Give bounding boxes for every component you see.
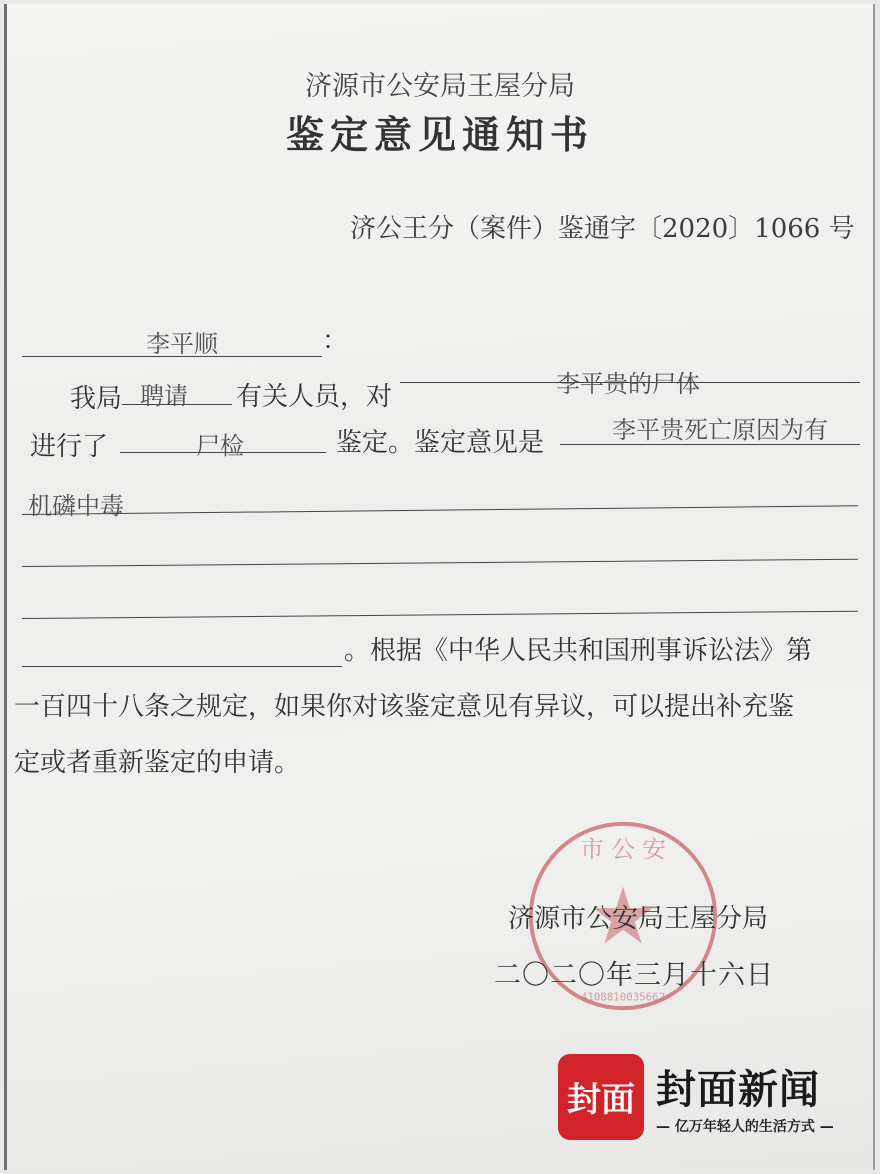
legal-basis-line3: 定或者重新鉴定的申请。 (14, 748, 301, 778)
line2-type: 尸检 (196, 432, 244, 460)
document-title: 鉴定意见通知书 (285, 112, 594, 157)
brand-slogan: — 亿万年轻人的生活方式 — (656, 1119, 834, 1135)
recipient-name: 李平顺 (146, 330, 218, 358)
recipient-colon: ： (322, 326, 349, 356)
line1-action: 聘请 (140, 382, 188, 410)
line1-prefix: 我局 (70, 384, 123, 414)
cover-news-logo (558, 1054, 644, 1140)
svg-text:市 公 安: 市 公 安 (580, 835, 666, 864)
signing-date: 二〇二〇年三月十六日 (494, 960, 774, 991)
line1-middle: 有关人员，对 (236, 382, 393, 412)
document-paper (4, 4, 875, 1170)
opinion-part2: 机磷中毒 (28, 492, 124, 520)
legal-basis-line1: 。根据《中华人民共和国刑事诉讼法》第 (344, 636, 813, 666)
brand-name: 封面新闻 (656, 1067, 820, 1113)
legal-basis-line2: 一百四十八条之规定，如果你对该鉴定意见有异议，可以提出补充鉴 (14, 692, 795, 722)
document-number: 济公王分（案件）鉴通字〔2020〕1066 号 (350, 214, 855, 244)
issuing-organization-header: 济源市公安局王屋分局 (305, 71, 575, 102)
blank-line-3 (22, 666, 342, 667)
signing-organization: 济源市公安局王屋分局 (508, 904, 769, 934)
svg-text:4108810035662: 4108810035662 (580, 990, 666, 1004)
opinion-part1: 李平贵死亡原因为有 (612, 416, 828, 444)
line2-prefix: 进行了 (30, 432, 109, 462)
line1-object: 李平贵的尸体 (556, 370, 700, 398)
line2-middle: 鉴定。鉴定意见是 (336, 428, 545, 458)
logo-text: 封面 (567, 1080, 635, 1120)
